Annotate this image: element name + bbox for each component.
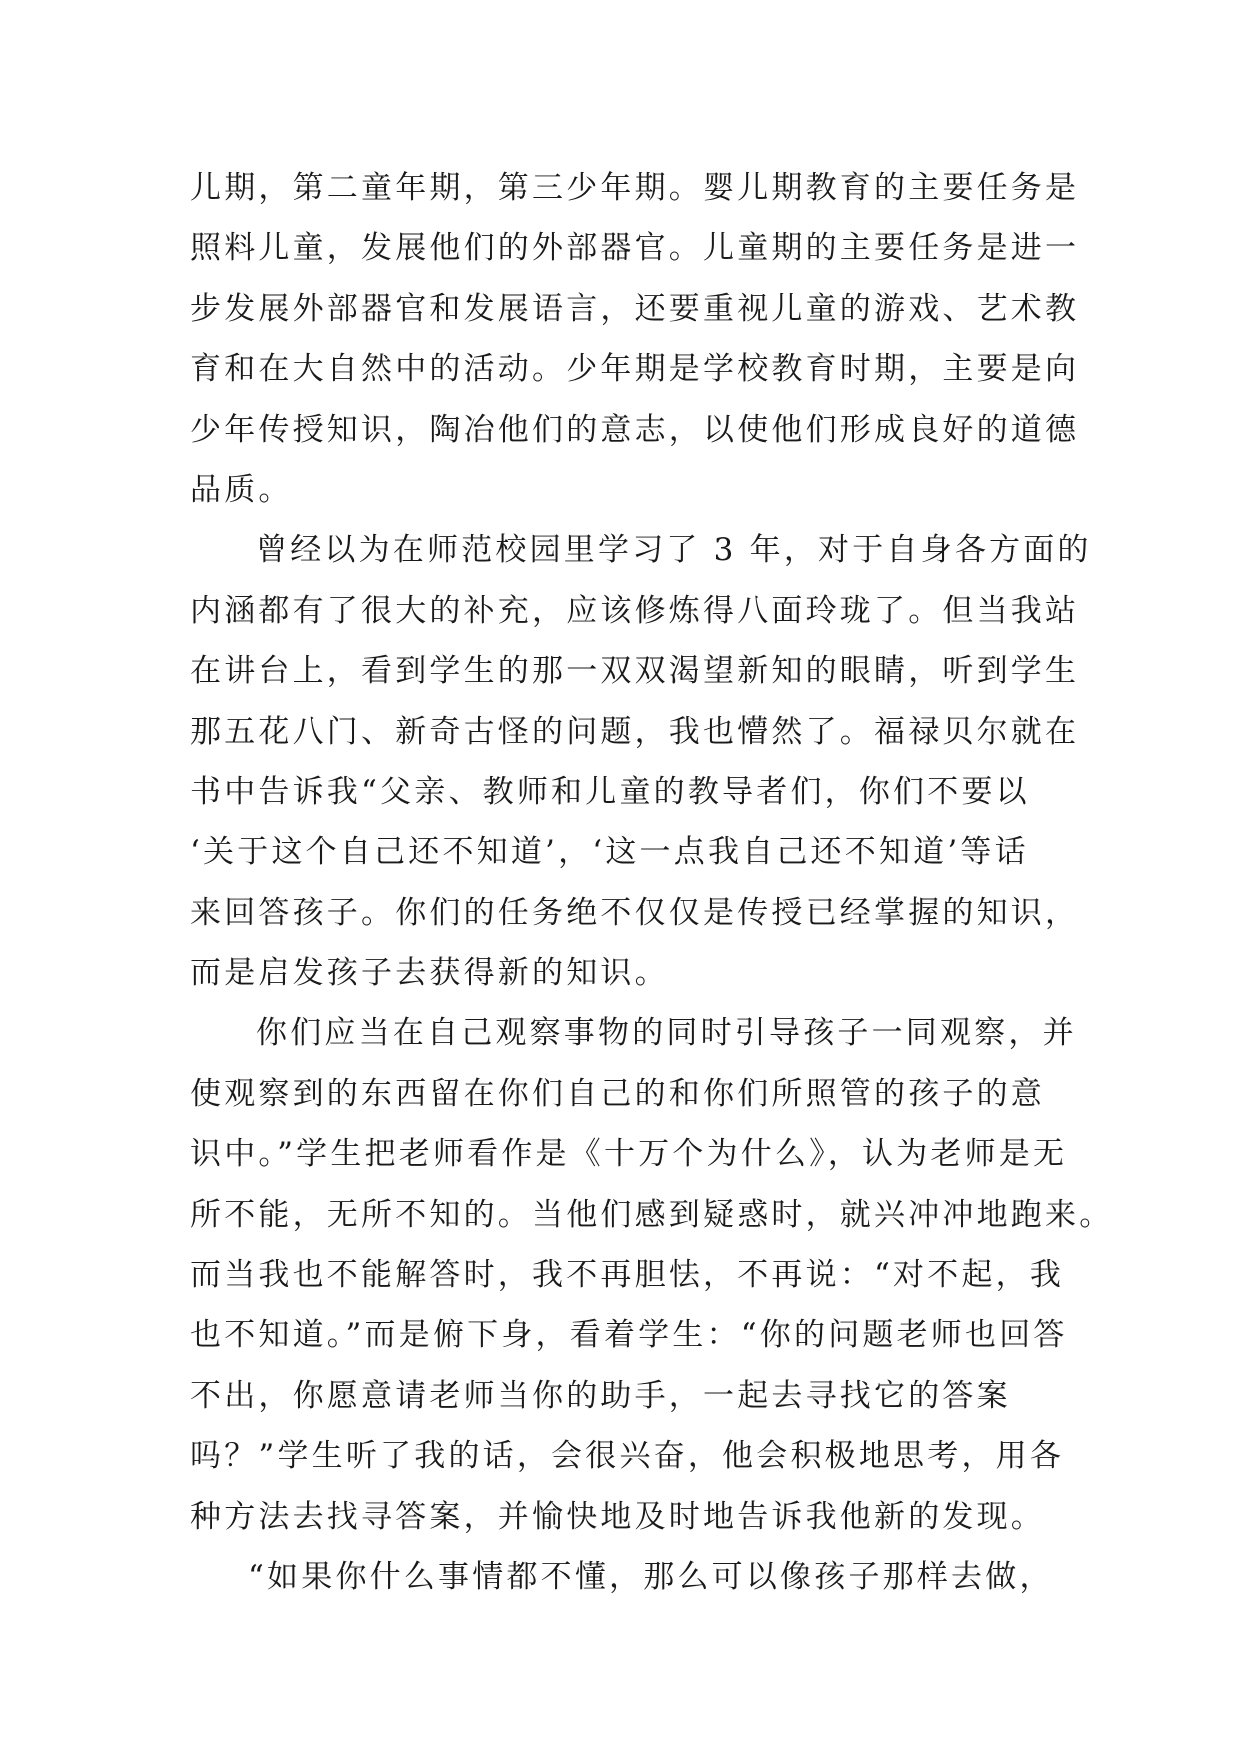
text-line: 来回答孩子。你们的任务绝不仅仅是传授已经掌握的知识， — [190, 894, 1080, 931]
text-line: 种方法去找寻答案，并愉快地及时地告诉我他新的发现。 — [190, 1498, 1045, 1535]
body-text — [190, 158, 1114, 1607]
text-line: 使观察到的东西留在你们自己的和你们所照管的孩子的意 — [190, 1075, 1045, 1112]
text-line: 书中告诉我“父亲、教师和儿童的教导者们，你们不要以 — [190, 773, 1030, 810]
text-line: 在讲台上，看到学生的那一双双渴望新知的眼睛，听到学生 — [190, 653, 1080, 690]
text-line: ‘关于这个自己还不知道’，‘这一点我自己还不知道’等话 — [190, 834, 1029, 871]
text-line: 那五花八门、新奇古怪的问题，我也懵然了。福禄贝尔就在 — [190, 713, 1080, 750]
text-line: 儿期，第二童年期，第三少年期。婴儿期教育的主要任务是 — [190, 170, 1080, 206]
text-line: 而当我也不能解答时，我不再胆怯，不再说：“对不起，我 — [190, 1257, 1065, 1294]
text-line: 不出，你愿意请老师当你的助手，一起去寻找它的答案 — [190, 1377, 1011, 1414]
text-line: 品质。 — [190, 471, 293, 508]
text-line: 而是启发孩子去获得新的知识。 — [190, 955, 669, 992]
text-line: 识中。”学生把老师看作是《十万个为什么》，认为老师是无 — [190, 1136, 1068, 1173]
text-line: 所不能，无所不知的。当他们感到疑惑时，就兴冲冲地跑来。 — [190, 1196, 1114, 1233]
text-line: 步发展外部器官和发展语言，还要重视儿童的游戏、艺术教 — [190, 290, 1080, 327]
paragraph-first-line: “如果你什么事情都不懂，那么可以像孩子那样去做， — [248, 1558, 1054, 1595]
text-line: 育和在大自然中的活动。少年期是学校教育时期，主要是向 — [190, 351, 1080, 388]
paragraph-first-line: 曾经以为在师范校园里学习了 3 年，对于自身各方面的 — [256, 532, 1092, 569]
text-line: 照料儿童，发展他们的外部器官。儿童期的主要任务是进一 — [190, 230, 1080, 267]
text-line: 少年传授知识，陶冶他们的意志，以使他们形成良好的道德 — [190, 411, 1080, 448]
text-line: 内涵都有了很大的补充，应该修炼得八面玲珑了。但当我站 — [190, 592, 1080, 629]
paragraph-first-line: 你们应当在自己观察事物的同时引导孩子一同观察，并 — [256, 1015, 1077, 1052]
text-line: 吗？”学生听了我的话，会很兴奋，他会积极地思考，用各 — [190, 1438, 1065, 1475]
text-line: 也不知道。”而是俯下身，看着学生：“你的问题老师也回答 — [190, 1317, 1068, 1354]
